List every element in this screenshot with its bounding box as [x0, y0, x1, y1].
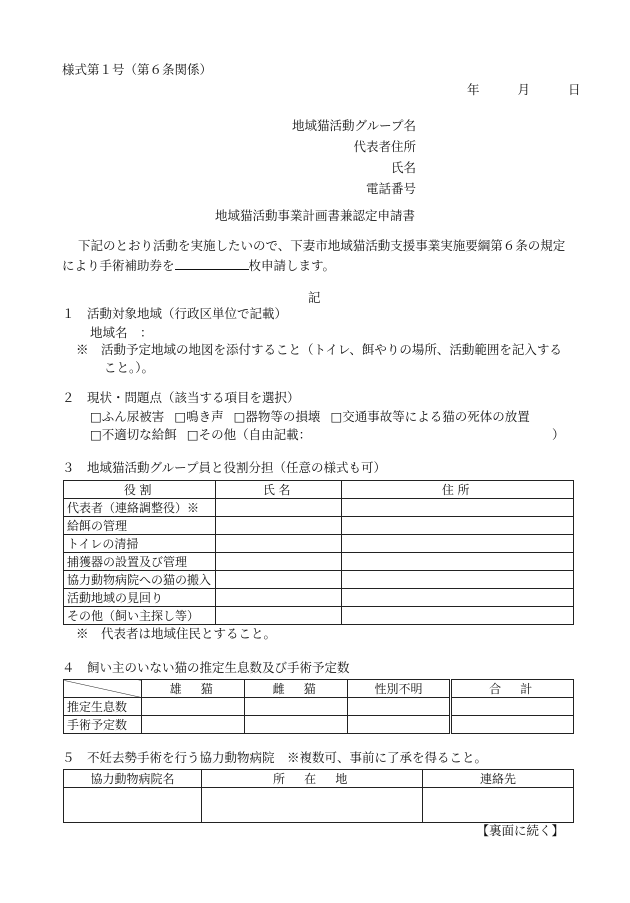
- checkbox-other[interactable]: □その他（自由記載：: [186, 427, 312, 442]
- column-total: 合 計: [451, 680, 574, 698]
- month-label: 月: [517, 82, 531, 97]
- table-row: [64, 698, 574, 716]
- column-contact: 連絡先: [423, 770, 574, 788]
- member-name-cell[interactable]: [216, 517, 342, 535]
- checkbox-traffic-accident[interactable]: □交通事故等による猫の死体の放置: [330, 409, 530, 424]
- intro-line-2: [62, 257, 335, 273]
- table-row: [64, 535, 574, 553]
- ki-label: 記: [308, 290, 321, 305]
- role-cell: 給餌の管理: [64, 517, 216, 535]
- count-cell[interactable]: [142, 716, 245, 734]
- continued-note: 【裏面に続く】: [476, 823, 564, 838]
- count-cell[interactable]: [348, 698, 451, 716]
- date-line: [467, 82, 581, 97]
- clinic-contact-cell[interactable]: [423, 788, 574, 823]
- column-role: 役割: [64, 481, 216, 499]
- column-unknown-sex: 性別不明: [348, 680, 451, 698]
- role-cell: その他（飼い主探し等）: [64, 607, 216, 625]
- ticket-count-blank[interactable]: [175, 257, 249, 270]
- clinic-name-cell[interactable]: [64, 788, 202, 823]
- clinic-table: [63, 769, 574, 823]
- name-label: 氏名: [390, 160, 416, 175]
- member-address-cell[interactable]: [342, 499, 574, 517]
- member-name-cell[interactable]: [216, 607, 342, 625]
- intro-line-2a: により手術補助券を: [62, 258, 175, 273]
- map-note-line-2: こと。）。: [104, 360, 155, 375]
- role-cell: 協力動物病院への猫の搬入: [64, 571, 216, 589]
- column-male: 雄 猫: [142, 680, 245, 698]
- role-cell: 捕獲器の設置及び管理: [64, 553, 216, 571]
- member-address-cell[interactable]: [342, 571, 574, 589]
- role-cell: トイレの清掃: [64, 535, 216, 553]
- table-row: [64, 589, 574, 607]
- problem-options-row-2: [90, 427, 321, 442]
- count-cell[interactable]: [245, 716, 348, 734]
- column-location: 所 在 地: [202, 770, 423, 788]
- form-number: 様式第１号（第６条関係）: [62, 62, 213, 77]
- members-table: [63, 480, 574, 625]
- table-row: [64, 788, 574, 823]
- count-cell[interactable]: [245, 698, 348, 716]
- column-clinic-name: 協力動物病院名: [64, 770, 202, 788]
- role-cell: 代表者（連絡調整役）※: [64, 499, 216, 517]
- group-name-label: 地域猫活動グループ名: [291, 118, 416, 133]
- address-label: 代表者住所: [353, 139, 416, 154]
- member-name-cell[interactable]: [216, 499, 342, 517]
- section4-heading: ４ 飼い主のいない猫の推定生息数及び手術予定数: [62, 660, 350, 675]
- intro-line-2b: 枚申請します。: [248, 258, 336, 273]
- row-label-planned: 手術予定数: [64, 716, 142, 734]
- checkbox-noise[interactable]: □鳴き声: [174, 409, 224, 424]
- problem-options-row-1: [90, 409, 540, 424]
- member-address-cell[interactable]: [342, 607, 574, 625]
- table-row: [64, 499, 574, 517]
- intro-line-1: 下記のとおり活動を実施したいので、下妻市地域猫活動支援事業実施要綱第６条の規定: [78, 238, 566, 253]
- member-address-cell[interactable]: [342, 553, 574, 571]
- column-address: 住所: [342, 481, 574, 499]
- document-title: 地域猫活動事業計画書兼認定申請書: [214, 208, 415, 223]
- count-cell[interactable]: [348, 716, 451, 734]
- member-name-cell[interactable]: [216, 571, 342, 589]
- member-name-cell[interactable]: [216, 589, 342, 607]
- year-label: 年: [467, 82, 480, 97]
- diagonal-header-cell: [64, 680, 142, 698]
- role-cell: 活動地域の見回り: [64, 589, 216, 607]
- table-row: [64, 716, 574, 734]
- member-name-cell[interactable]: [216, 535, 342, 553]
- cat-count-table: [63, 679, 574, 734]
- row-label-estimated: 推定生息数: [64, 698, 142, 716]
- member-address-cell[interactable]: [342, 589, 574, 607]
- phone-label: 電話番号: [365, 181, 416, 196]
- section2-heading: ２ 現状・問題点（該当する項目を選択）: [62, 390, 300, 405]
- column-female: 雌 猫: [245, 680, 348, 698]
- checkbox-improper-feeding[interactable]: □不適切な給餌: [90, 427, 177, 442]
- representative-note: ※ 代表者は地域住民とすること。: [76, 626, 277, 641]
- map-note-line-1: ※ 活動予定地域の地図を添付すること（トイレ、餌やりの場所、活動範囲を記入する: [76, 342, 562, 357]
- checkbox-property-damage[interactable]: □器物等の損壊: [233, 409, 321, 424]
- day-label: 日: [568, 82, 581, 97]
- member-address-cell[interactable]: [342, 535, 574, 553]
- applicant-block: [292, 118, 416, 202]
- member-address-cell[interactable]: [342, 517, 574, 535]
- count-cell[interactable]: [142, 698, 245, 716]
- clinic-location-cell[interactable]: [202, 788, 423, 823]
- total-cell[interactable]: [451, 698, 574, 716]
- table-row: [64, 607, 574, 625]
- total-cell[interactable]: [451, 716, 574, 734]
- column-name: 氏名: [216, 481, 342, 499]
- table-row: [64, 517, 574, 535]
- section1-heading: １ 活動対象地域（行政区単位で記載）: [62, 306, 288, 321]
- other-close-paren: ）: [552, 427, 565, 442]
- member-name-cell[interactable]: [216, 553, 342, 571]
- checkbox-excrement[interactable]: □ふん尿被害: [90, 409, 165, 424]
- table-row: [64, 571, 574, 589]
- area-name-label: 地域名 ：: [90, 325, 153, 340]
- table-row: [64, 553, 574, 571]
- section5-heading: ５ 不妊去勢手術を行う協力動物病院 ※複数可、事前に了承を得ること。: [62, 750, 488, 765]
- section3-heading: ３ 地域猫活動グループ員と役割分担（任意の様式も可）: [62, 460, 387, 475]
